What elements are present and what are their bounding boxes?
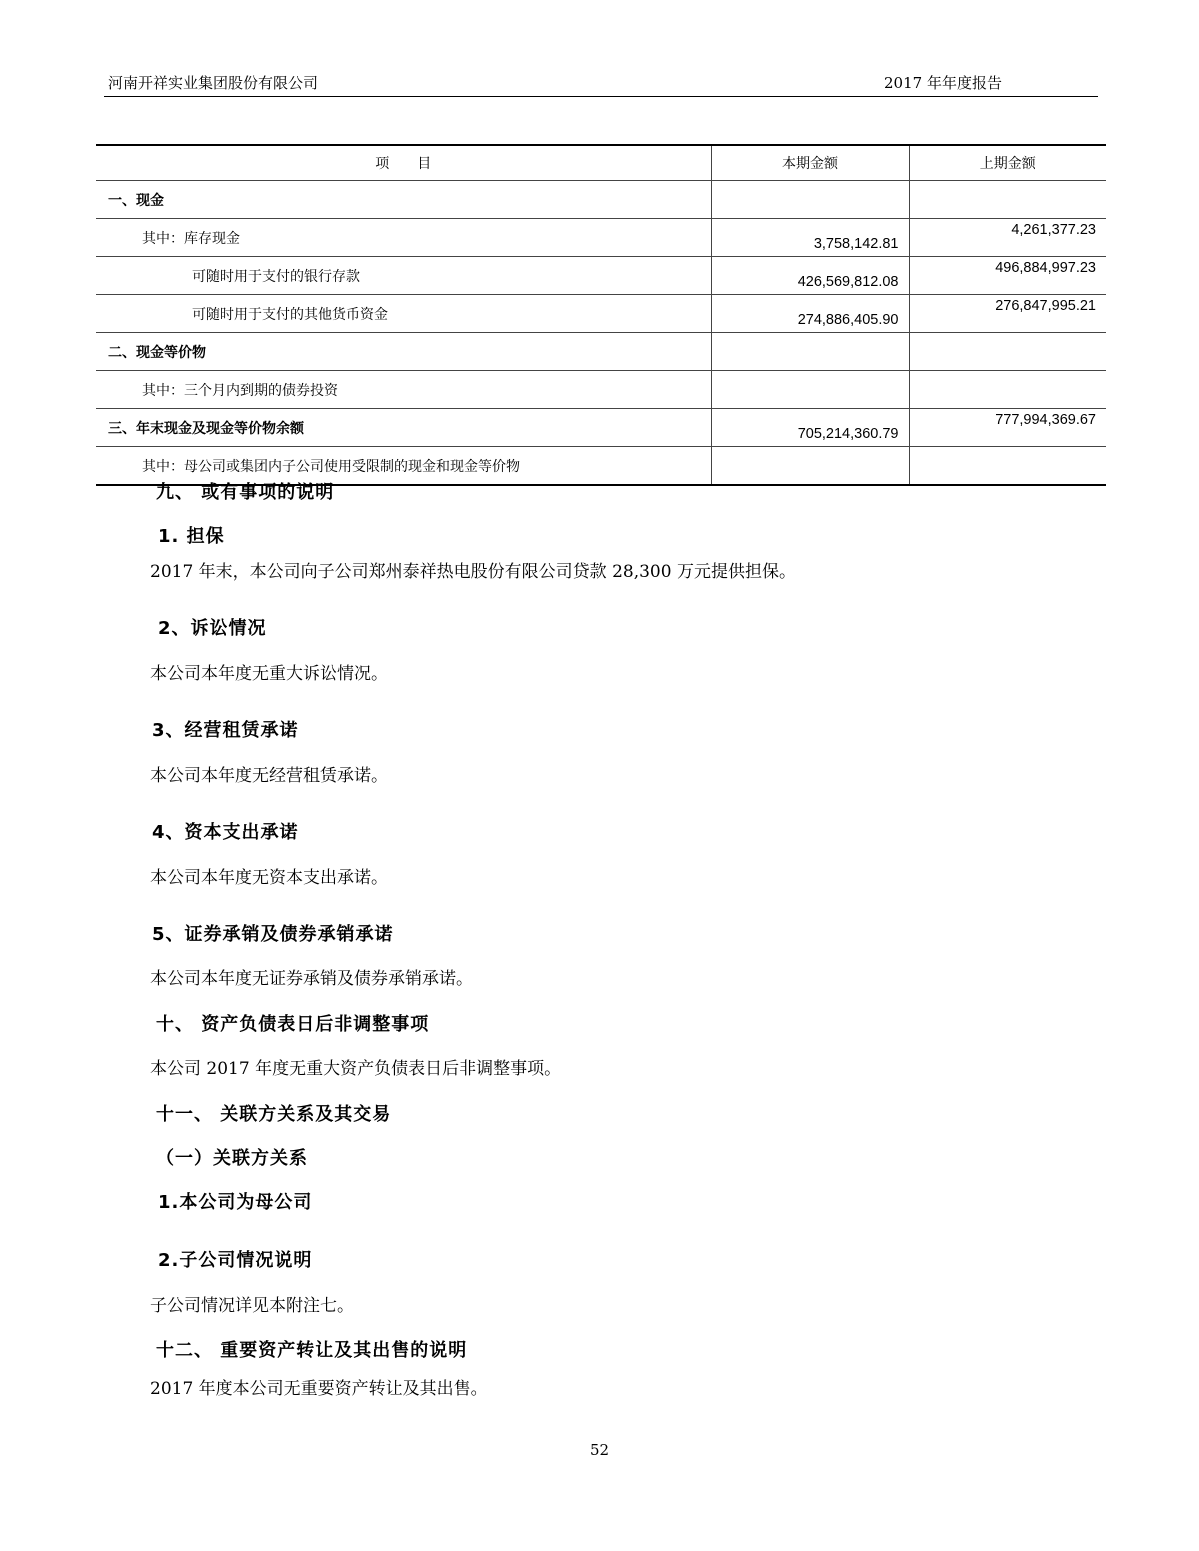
row-label: 二、现金等价物	[96, 333, 711, 371]
page-number: 52	[589, 1441, 610, 1459]
section-9-3-heading: 3、经营租赁承诺	[152, 720, 299, 741]
section-12-heading: 十二、 重要资产转让及其出售的说明	[156, 1340, 468, 1361]
table-row	[96, 295, 1106, 333]
section-9-5-heading: 5、证券承销及债券承销承诺	[152, 924, 394, 945]
previous-amount: 496,884,997.23	[909, 257, 1106, 295]
previous-amount	[909, 447, 1106, 486]
row-label: 可随时用于支付的其他货币资金	[96, 295, 711, 333]
section-11-2-text: 子公司情况详见本附注七。	[150, 1296, 354, 1316]
previous-amount: 276,847,995.21	[909, 295, 1106, 333]
table-header-row	[96, 145, 1106, 181]
col-header-item: 项 目	[96, 145, 711, 181]
previous-amount	[909, 371, 1106, 409]
row-label: 其中：母公司或集团内子公司使用受限制的现金和现金等价物	[96, 447, 711, 486]
current-amount: 274,886,405.90	[711, 295, 909, 333]
section-9-5-text: 本公司本年度无证券承销及债券承销承诺。	[150, 969, 473, 989]
section-9-heading: 九、 或有事项的说明	[156, 482, 335, 503]
company-name: 河南开祥实业集团股份有限公司	[108, 74, 319, 92]
section-11-heading: 十一、 关联方关系及其交易	[156, 1104, 392, 1125]
section-9-3-text: 本公司本年度无经营租赁承诺。	[150, 766, 388, 786]
section-9-4-text: 本公司本年度无资本支出承诺。	[150, 868, 388, 888]
table-row	[96, 181, 1106, 219]
section-9-2-heading: 2、诉讼情况	[158, 618, 267, 639]
row-label: 一、现金	[96, 181, 711, 219]
section-11-sub-heading: （一）关联方关系	[156, 1148, 308, 1169]
header-rule	[104, 96, 1098, 97]
row-label: 其中：库存现金	[96, 219, 711, 257]
previous-amount: 4,261,377.23	[909, 219, 1106, 257]
section-9-1-text: 2017 年末，本公司向子公司郑州泰祥热电股份有限公司贷款 28,300 万元提供担保。	[150, 562, 796, 582]
current-amount	[711, 333, 909, 371]
current-amount	[711, 181, 909, 219]
section-9-1-heading: 1. 担保	[158, 526, 225, 547]
current-amount	[711, 447, 909, 486]
current-amount: 426,569,812.08	[711, 257, 909, 295]
table-row	[96, 371, 1106, 409]
current-amount: 705,214,360.79	[711, 409, 909, 447]
table-row	[96, 257, 1106, 295]
section-11-1-heading: 1.本公司为母公司	[158, 1192, 313, 1213]
table-row	[96, 219, 1106, 257]
previous-amount	[909, 181, 1106, 219]
previous-amount: 777,994,369.67	[909, 409, 1106, 447]
table-row	[96, 333, 1106, 371]
row-label: 其中：三个月内到期的债券投资	[96, 371, 711, 409]
col-header-previous: 上期金额	[909, 145, 1106, 181]
cash-equivalents-table	[96, 144, 1106, 486]
section-10-text: 本公司 2017 年度无重大资产负债表日后非调整事项。	[150, 1059, 562, 1079]
current-amount: 3,758,142.81	[711, 219, 909, 257]
section-10-heading: 十、 资产负债表日后非调整事项	[156, 1014, 430, 1035]
previous-amount	[909, 333, 1106, 371]
row-label: 三、年末现金及现金等价物余额	[96, 409, 711, 447]
table-row	[96, 409, 1106, 447]
section-9-4-heading: 4、资本支出承诺	[152, 822, 299, 843]
section-12-text: 2017 年度本公司无重要资产转让及其出售。	[150, 1379, 488, 1399]
col-header-current: 本期金额	[711, 145, 909, 181]
current-amount	[711, 371, 909, 409]
section-9-2-text: 本公司本年度无重大诉讼情况。	[150, 664, 388, 684]
section-11-2-heading: 2.子公司情况说明	[158, 1250, 313, 1271]
row-label: 可随时用于支付的银行存款	[96, 257, 711, 295]
report-title: 2017 年年度报告	[884, 74, 1002, 92]
